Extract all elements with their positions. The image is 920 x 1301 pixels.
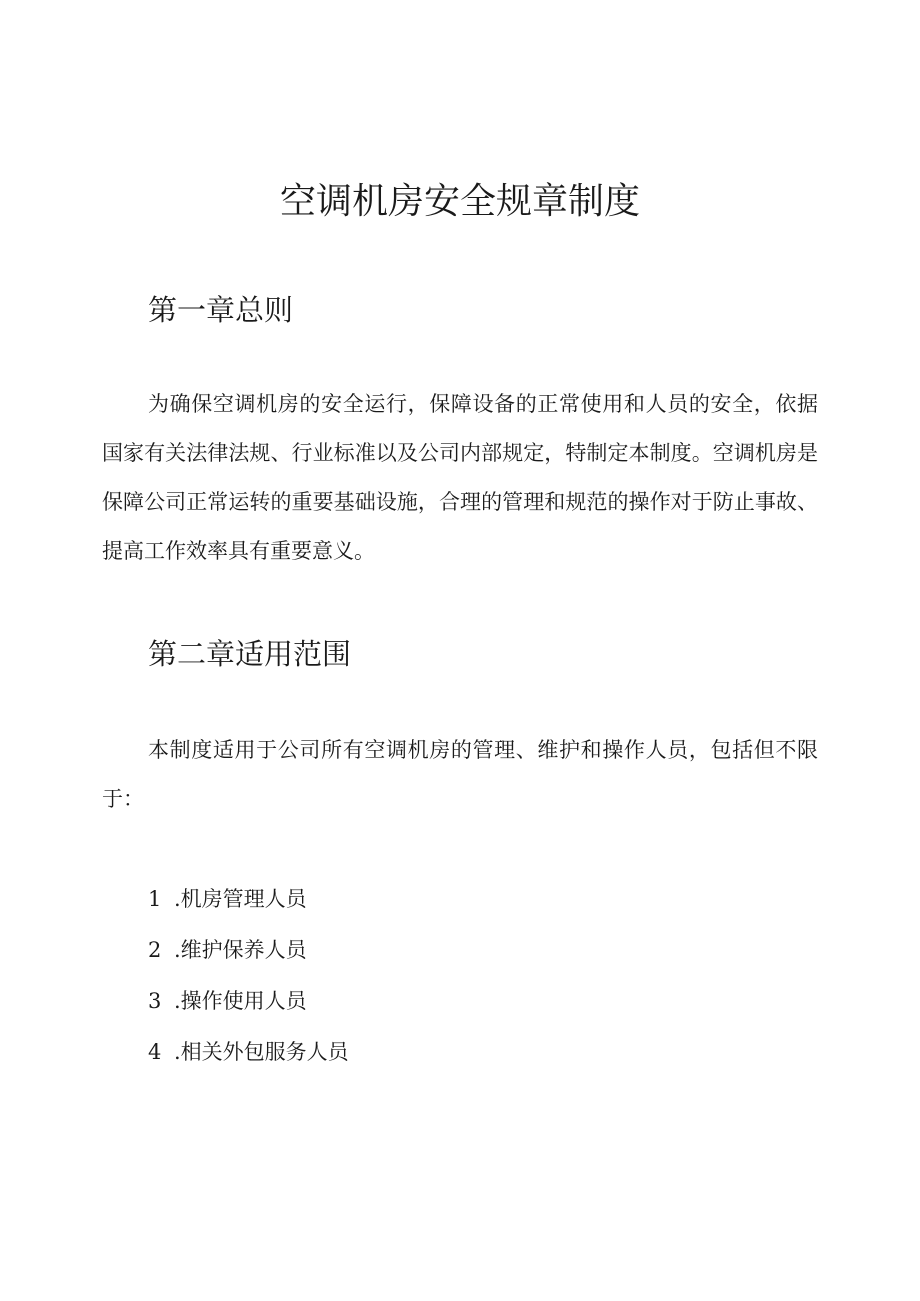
list-item	[148, 876, 349, 927]
chapter-2-paragraph: 本制度适用于公司所有空调机房的管理、维护和操作人员，包括但不限于：	[102, 738, 818, 811]
list-item-number: 1	[148, 887, 162, 911]
chapter-1-heading: 第一章总则	[148, 293, 294, 327]
list-item-text: .维护保养人员	[174, 938, 307, 962]
personnel-list	[148, 876, 349, 1080]
list-item	[148, 1029, 349, 1080]
list-item-text: .机房管理人员	[174, 887, 307, 911]
list-item-text: .操作使用人员	[174, 989, 307, 1013]
list-item-number: 4	[148, 1040, 162, 1064]
list-item-text: .相关外包服务人员	[174, 1040, 349, 1064]
list-item-number: 3	[148, 989, 162, 1013]
chapter-2-heading: 第二章适用范围	[148, 637, 352, 671]
list-item	[148, 978, 349, 1029]
chapter-1-paragraph: 为确保空调机房的安全运行，保障设备的正常使用和人员的安全，依据国家有关法律法规、行业标准以及公司内部规定，特制定本制度。空调机房是保障公司正常运转的重要基础设施，合理的管理和规范的操作对于防止事故、提高工作效率具有重要意义。	[102, 392, 818, 563]
document-title: 空调机房安全规章制度	[279, 181, 640, 222]
list-item	[148, 927, 349, 978]
list-item-number: 2	[148, 938, 162, 962]
